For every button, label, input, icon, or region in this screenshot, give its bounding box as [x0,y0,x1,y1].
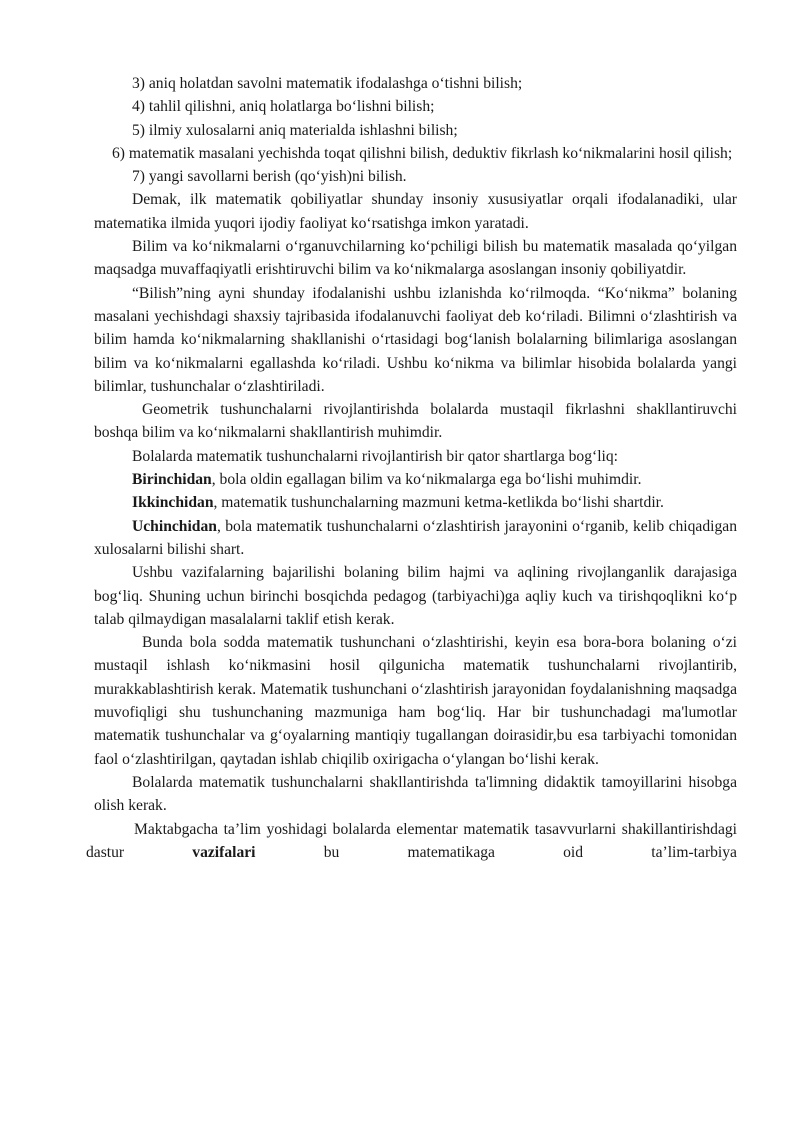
paragraph-15: Bunda bola sodda matematik tushunchani o‘zlashtirishi, keyin esa bora-bora bolaning o‘zi mustaqil ishlash ko‘nikmasini hosil qilgunicha matematik tushunchalarni rivojlantirib, murakkablashtirish kerak. Matematik tushunchani o‘zlashtirish jarayonidan foydalanishning maqsadga muvofiqligi shu tushunchaning mazmuniga ham bog‘liq. Har bir tushunchadagi ma'lumotlar matematik tushunchalar va g‘oyalarning mantiqiy tugallangan doirasidir,bu esa tarbiyachi tomonidan faol o‘zlashtirilgan, qaytadan ishlab chiqilib oxirigacha o‘ylangan bo‘lishi kerak. [94,634,737,768]
paragraph-2: 4) tahlil qilishni, aniq holatlarga bo‘lishni bilish; [132,98,435,116]
paragraph-7: Bilim va ko‘nikmalarni o‘rganuvchilarning ko‘pchiligi bilish bu matematik masalada qo‘yilgan maqsadga muvaffaqiyatli erishtiruvchi bilim va ko‘nikmalarga asoslangan insoniy qobiliyatdir. [94,238,737,279]
paragraph-6: Demak, ilk matematik qobiliyatlar shunday insoniy xususiyatlar orqali ifodalanadiki, ular matematika ilmida yuqori ijodiy faoliyat ko‘rsatishga imkon yaratadi. [94,191,737,232]
paragraph-12 [94,491,737,514]
paragraph-8: “Bilish”ning ayni shunday ifodalanishi ushbu izlanishda ko‘rilmoqda. “Ko‘nikma” bolaning masalani yechishdagi shaxsiy tajribasida ifodalanuvchi faoliyat deb ko‘riladi. Bilimni o‘zlashtirish va bilim hamda ko‘nikmalarning shakllanishi o‘rtasidagi bog‘lanish bolalarning bilimlariga asoslangan bilim va ko‘nikmalarni egallashda ko‘riladi. Ushbu ko‘nikma va bilimlar hisobida bolalarda yangi bilimlar, tushunchalar o‘zlashtiriladi. [94,284,737,395]
paragraph-17-text: Maktabgacha ta’lim yoshidagi bolalarda elementar matematik tasavvurlarni shakillantirishdagi dastur [86,820,737,861]
paragraph-14: Ushbu vazifalarning bajarilishi bolaning bilim hajmi va aqlining rivojlanganlik darajasiga bog‘liq. Shuning uchun birinchi bosqichda pedagog (tarbiyachi)ga aqliy kuch va tirishqoqlikni ko‘p talab qilmaydigan masalalarni taklif etish kerak. [94,564,737,628]
paragraph-10: Bolalarda matematik tushunchalarni rivojlantirish bir qator shartlarga bog‘liq: [132,447,619,465]
paragraph-11 [94,468,737,491]
paragraph-12-text: , matematik tushunchalarning mazmuni ketma-ketlikda bo‘lishi shartdir. [213,494,664,512]
document-page [86,72,737,864]
paragraph-3: 5) ilmiy xulosalarni aniq materialda ishlashni bilish; [132,121,458,139]
paragraph-16: Bolalarda matematik tushunchalarni shakllantirishda ta'limning didaktik tamoyillarini hisobga olish kerak. [94,773,737,815]
paragraph-17-text-after: bu matematikaga oid ta’lim-tarbiya [255,843,737,861]
paragraph-13 [94,515,737,562]
paragraph-5: 7) yangi savollarni berish (qo‘yish)ni bilish. [132,168,407,186]
paragraph-1: 3) aniq holatdan savolni matematik ifodalashga o‘tishni bilish; [132,75,523,92]
paragraph-11-lead: Birinchidan [132,471,212,489]
paragraph-11-text: , bola oldin egallagan bilim va ko‘nikmalarga ega bo‘lishi muhimdir. [211,471,642,489]
paragraph-4: 6) matematik masalani yechishda toqat qilishni bilish, deduktiv fikrlash ko‘nikmalarini hosil qilish; [112,144,733,162]
paragraph-17 [86,818,737,865]
paragraph-12-lead: Ikkinchidan [132,494,214,512]
paragraph-17-bold: vazifalari [192,843,256,861]
paragraph-9: Geometrik tushunchalarni rivojlantirishda bolalarda mustaqil fikrlashni shakllantiruvchi boshqa bilim va ko‘nikmalarni shakllantirish muhimdir. [94,401,737,442]
paragraph-13-text: , bola matematik tushunchalarni o‘zlashtirish jarayonini o‘rganib, kelib chiqadigan xulosalarni bilishi shart. [94,517,737,558]
paragraph-13-lead: Uchinchidan [132,517,217,535]
